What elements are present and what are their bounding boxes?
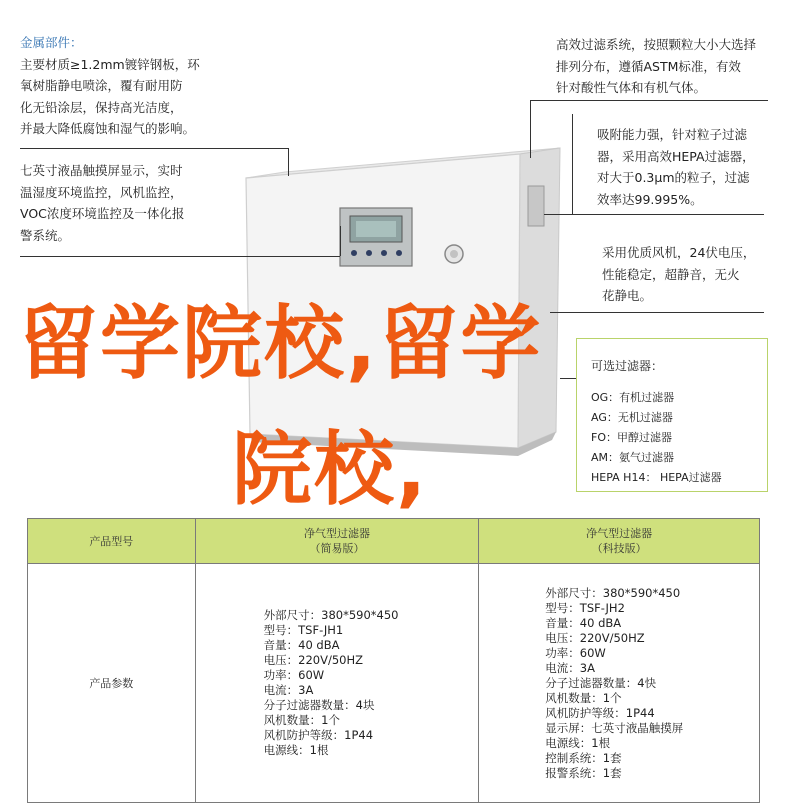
table-header-row	[28, 519, 760, 564]
legend-item: AG：无机过滤器	[591, 411, 673, 424]
row-label: 产品参数	[28, 564, 196, 803]
display-line: 警系统。	[20, 227, 71, 243]
material-line: 化无铅涂层，保持高光洁度，	[20, 99, 183, 115]
spec-line: 风机数量：1个	[545, 690, 622, 705]
adsorption-line: 对大于0.3μm的粒子，过滤	[597, 170, 750, 185]
material-heading: 金属部件：	[20, 35, 83, 50]
filter-system-line: 高效过滤系统，按照颗粒大小大选择	[556, 37, 757, 52]
fan-line: 性能稳定，超静音，无火	[602, 266, 740, 282]
fan-line: 采用优质风机，24伏电压，	[602, 245, 756, 260]
spec-line: 显示屏：七英寸液晶触摸屏	[545, 720, 684, 735]
spec-line: 风机防护等级：1P44	[263, 728, 374, 742]
leader-line-fan	[550, 312, 764, 313]
filter-system-line: 排列分布，遵循ASTM标准，有效	[556, 58, 741, 74]
adsorption-line: 器，采用高效HEPA过滤器，	[597, 148, 755, 164]
fan-line: 花静电。	[602, 288, 653, 303]
filter-system-annotation	[556, 34, 781, 99]
spec-line: 型号：TSF-JH1	[263, 623, 344, 637]
header-simple: 净气型过滤器 （简易版）	[195, 519, 479, 564]
spec-table	[27, 518, 760, 803]
overlay-title-line2: 院校,	[232, 423, 429, 516]
material-line: 并最大降低腐蚀和湿气的影响。	[20, 121, 196, 136]
spec-line: 外部尺寸：380*590*450	[263, 608, 399, 622]
leader-line-filter	[530, 100, 768, 101]
adsorption-line: 吸附能力强，针对粒子过滤	[597, 127, 748, 142]
legend-item: OG：有机过滤器	[591, 391, 675, 404]
leader-line-display	[20, 256, 340, 257]
display-line: 七英寸液晶触摸屏显示，实时	[20, 163, 183, 178]
spec-line: 功率：60W	[263, 668, 325, 682]
spec-line: 电压：220V/50HZ	[545, 630, 645, 645]
spec-line: 音量：40 dBA	[263, 638, 340, 652]
material-line: 主要材质≥1.2mm镀锌钢板，环	[20, 56, 200, 72]
spec-line: 分子过滤器数量：4快	[545, 675, 657, 690]
spec-line: 电流：3A	[545, 660, 595, 675]
leader-line-material-vert	[288, 148, 289, 176]
simple-specs-cell	[195, 564, 479, 803]
leader-line-filter-vert	[530, 100, 531, 158]
leader-line-display-vert	[340, 226, 341, 256]
header-model: 产品型号	[28, 519, 196, 564]
spec-line: 外部尺寸：380*590*450	[545, 585, 681, 600]
legend-item: FO：甲醇过滤器	[591, 431, 672, 444]
header-tech: 净气型过滤器 （科技版）	[479, 519, 760, 564]
spec-line: 分子过滤器数量：4块	[263, 698, 375, 712]
display-annotation	[20, 160, 280, 246]
filter-system-line: 针对酸性气体和有机气体。	[556, 80, 707, 95]
leader-line-adsorption	[544, 214, 764, 215]
table-row	[28, 564, 760, 803]
overlay-title-line1: 留学院校,留学	[18, 297, 543, 390]
adsorption-line: 效率达99.995%。	[597, 191, 703, 207]
spec-line: 音量：40 dBA	[545, 615, 622, 630]
material-line: 氧树脂静电喷涂，覆有耐用防	[20, 78, 183, 93]
leader-line-adsorption-vert	[572, 114, 573, 214]
spec-line: 风机数量：1个	[263, 713, 340, 727]
material-annotation	[20, 32, 280, 140]
spec-line: 报警系统：1套	[545, 765, 622, 780]
filter-options-box	[576, 338, 768, 492]
spec-line: 电流：3A	[263, 683, 314, 697]
tech-specs-cell	[479, 564, 760, 803]
leader-line-material	[20, 148, 288, 149]
spec-line: 功率：60W	[545, 645, 606, 660]
display-line: VOC浓度环境监控及一体化报	[20, 206, 185, 221]
spec-line: 型号：TSF-JH2	[545, 600, 625, 615]
adsorption-annotation	[597, 124, 782, 210]
spec-line: 电压：220V/50HZ	[263, 653, 363, 667]
legend-item: HEPA H14： HEPA过滤器	[591, 471, 722, 484]
spec-line: 电源线：1根	[545, 735, 611, 750]
spec-line: 风机防护等级：1P44	[545, 705, 655, 720]
spec-line: 控制系统：1套	[545, 750, 622, 765]
spec-line: 电源线：1根	[263, 743, 329, 757]
display-line: 温湿度环境监控，风机监控，	[20, 184, 183, 200]
fan-annotation	[602, 242, 782, 307]
legend-title: 可选过滤器：	[591, 359, 664, 373]
legend-item: AM：氨气过滤器	[591, 451, 675, 464]
